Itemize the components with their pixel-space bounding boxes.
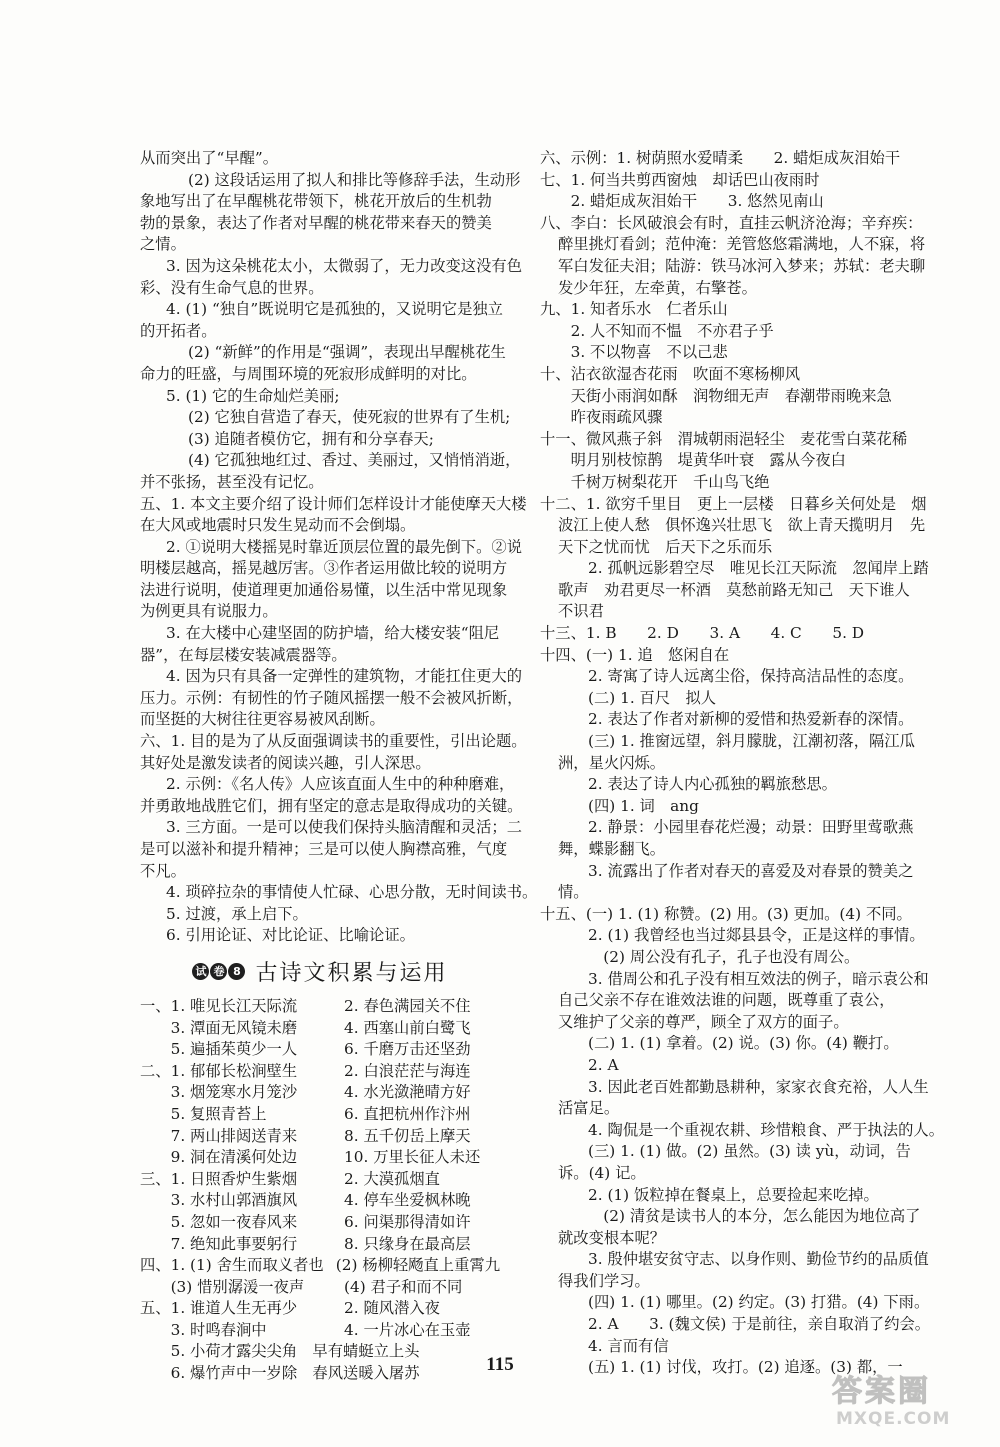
- answer-line: 5. 过渡，承上启下。: [166, 904, 308, 923]
- answer-line: 4. 言而有信: [588, 1336, 669, 1355]
- answer-line: (四) 1. 词 ang: [588, 796, 699, 815]
- poem-answer: 3. 烟笼寒水月笼沙: [140, 1083, 298, 1102]
- answer-line: 舞，蝶影翻飞。: [558, 840, 666, 858]
- poem-answer-row: [140, 1061, 500, 1083]
- poem-answer-row: [140, 1126, 500, 1148]
- poem-answer: 5. 遍插茱萸少一人: [140, 1040, 298, 1059]
- poem-answer: 三、1. 日照香炉生紫烟: [140, 1169, 298, 1188]
- poem-answer: 6. 千磨万击还坚劲: [344, 1040, 471, 1059]
- answer-line: 六、1. 目的是为了从反面强调读书的重要性，引出论题。: [140, 732, 527, 751]
- left-top-answers: [140, 148, 538, 947]
- section-title: 古诗文积累与运用: [255, 961, 448, 987]
- poem-answer-row: [140, 1169, 500, 1191]
- answer-line: 3. 因为这朵桃花太小，太微弱了，无力改变这没有色: [166, 256, 522, 275]
- left-column: [140, 148, 538, 1385]
- answer-line: 发少年狂，左牵黄，右擎苍。: [558, 278, 757, 297]
- answer-line: 3. 因此老百姓都勤恳耕种，家家衣食充裕，人人生: [588, 1077, 929, 1096]
- poem-answer: 2. 随风潜入夜: [344, 1299, 440, 1318]
- answer-line: 3. 流露出了作者对春天的喜爱及对春景的赞美之: [588, 861, 914, 880]
- page-number: 115: [486, 1354, 514, 1375]
- answer-line: 就改变根本呢？: [558, 1228, 666, 1247]
- poem-answer: 2. 春色满园关不住: [344, 996, 471, 1015]
- answer-line: 4. 琐碎拉杂的事情使人忙碌、心思分散，无时间读书。: [166, 883, 538, 902]
- answer-line: 不凡。: [140, 861, 186, 880]
- watermark-bottom: MXQE.COM: [836, 1409, 951, 1429]
- poem-answer-row: [140, 1018, 500, 1040]
- answer-line: 歌声 劝君更尽一杯酒 莫愁前路无知己 天下谁人: [558, 580, 910, 599]
- watermark-top: 答案圈: [832, 1374, 931, 1409]
- badge-char: 8: [228, 963, 245, 980]
- answer-line: 2. ①说明大楼摇晃时靠近顶层位置的最先倒下。②说: [166, 537, 522, 556]
- answer-line: 4. (1) “独自”既说明它是孤独的，又说明它是独立: [166, 300, 503, 319]
- answer-line: 2. 人不知而不愠 不亦君子乎: [540, 321, 774, 340]
- answer-line: 是可以滋补和提升精神；三是可以使人胸襟高雅，气度: [140, 840, 508, 858]
- poem-answer-row: [140, 1082, 500, 1104]
- answer-line: 昨夜雨疏风骤: [540, 408, 663, 427]
- section-badge: [192, 963, 245, 980]
- poem-answer: 4. 水光潋滟晴方好: [344, 1083, 471, 1102]
- answer-line: 军白发征夫泪；陆游：铁马冰河入梦来；苏轼：老夫聊: [558, 256, 926, 275]
- answer-line: 其好处是激发读者的阅读兴趣，引人深思。: [140, 753, 431, 772]
- answer-line: 彩、没有生命气息的世界。: [140, 278, 324, 297]
- poem-answer-row: [140, 1212, 500, 1234]
- answer-line: 4. 因为只有具备一定弹性的建筑物，才能扛住更大的: [166, 667, 522, 686]
- answer-line: 6. 引用论证、对比论证、比喻论证。: [166, 926, 415, 945]
- poem-answer: (4) 君子和而不同: [344, 1277, 463, 1296]
- poem-answer: 6. 直把杭州作汴州: [344, 1104, 471, 1123]
- answer-line: 又维护了父亲的尊严，顾全了双方的面子。: [558, 1012, 849, 1031]
- answer-line: 明月别枝惊鹊 堤黄华叶衰 露从今夜白: [540, 451, 846, 470]
- poem-answer: 8. 只缘身在最高层: [344, 1234, 471, 1253]
- answer-line: 九、1. 知者乐水 仁者乐山: [540, 300, 728, 319]
- answer-line: 5. (1) 它的生命灿烂美丽;: [166, 386, 340, 405]
- answer-line: 而坚挺的大树往往更容易被风刮断。: [140, 710, 385, 729]
- answer-line: (四) 1. (1) 哪里。(2) 约定。(3) 打猎。(4) 下雨。: [588, 1293, 930, 1312]
- answer-line: 明楼层越高，摇晃越厉害。③作者运用做比较的说明方: [140, 559, 508, 578]
- answer-line: 3. 不以物喜 不以己悲: [540, 343, 728, 362]
- answer-line: 七、1. 何当共剪西窗烛 却话巴山夜雨时: [540, 170, 820, 189]
- answer-line: 天下之忧而忧 后天下之乐而乐: [558, 537, 773, 556]
- answer-line: 之情。: [140, 235, 186, 254]
- poem-answer: 4. 一片冰心在玉壶: [344, 1320, 471, 1339]
- answer-line: 2. (1) 我曾经也当过郯县县令，正是这样的事情。: [588, 926, 925, 945]
- answer-line: (三) 1. (1) 做。(2) 虽然。(3) 读 yù，动词，告: [588, 1142, 911, 1161]
- answer-line: 象地写出了在早醒桃花带领下，桃花开放后的生机勃: [140, 192, 492, 211]
- answer-line: 4. 陶侃是一个重视农耕、珍惜粮食、严于执法的人。: [588, 1120, 944, 1139]
- answer-line: 法进行说明，使道理更加通俗易懂，以生活中常见现象: [140, 580, 508, 599]
- answer-line: 十五、(一) 1. (1) 称赞。(2) 用。(3) 更加。(4) 不同。: [540, 904, 912, 923]
- section-8-heading: [140, 950, 500, 994]
- poem-answer: 3. 潭面无风镜未磨: [140, 1018, 298, 1037]
- answer-line: 2. 寄寓了诗人远离尘俗，保持高洁品性的态度。: [588, 667, 914, 686]
- poem-answer: (2) 杨柳轻飏直上重霄九: [335, 1256, 500, 1275]
- answer-line: 千树万树梨花开 千山鸟飞绝: [540, 472, 770, 491]
- answer-line: 活富足。: [558, 1099, 620, 1118]
- answer-line: (2) 清贫是读书人的本分，怎么能因为地位高了: [588, 1207, 921, 1226]
- answer-line: 2. 表达了诗人内心孤独的羁旅愁思。: [588, 775, 837, 794]
- answer-line: 2. 表达了作者对新柳的爱惜和热爱新春的深情。: [588, 710, 914, 729]
- answer-line: (五) 1. (1) 讨伐，攻打。(2) 追逐。(3) 都，一: [588, 1358, 903, 1377]
- poem-answer: 3. 时鸣春涧中: [140, 1320, 267, 1339]
- poem-answer: 6. 问渠那得清如许: [344, 1212, 471, 1231]
- answer-line: (4) 它孤独地红过、香过、美丽过，又悄悄消逝，: [188, 451, 521, 470]
- poem-answer: 二、1. 郁郁长松涧壁生: [140, 1061, 298, 1080]
- poem-answer: 3. 水村山郭酒旗风: [140, 1191, 298, 1210]
- poem-answer: 7. 两山排闼送青来: [140, 1126, 298, 1145]
- answer-line: (二) 1. 百尺 拟人: [588, 688, 717, 707]
- answer-line: 得我们学习。: [558, 1271, 650, 1290]
- poem-answer-row: [140, 1104, 500, 1126]
- answer-line: (2) 它独自营造了春天，使死寂的世界有了生机;: [188, 408, 511, 427]
- answer-line: 为例更具有说服力。: [140, 602, 278, 621]
- poem-answer: 一、1. 唯见长江天际流: [140, 996, 298, 1015]
- poem-answer-row: [140, 1255, 500, 1277]
- badge-char: 试: [192, 963, 209, 980]
- answer-line: 波江上使人愁 俱怀逸兴壮思飞 欲上青天揽明月 先: [558, 516, 926, 535]
- poem-answer: 9. 洞在清溪何处边: [140, 1148, 298, 1167]
- poem-answer-row: [140, 996, 500, 1018]
- poem-answer: 5. 忽如一夜春风来: [140, 1212, 298, 1231]
- watermark-logo: [826, 1375, 986, 1437]
- answer-line: 八、李白：长风破浪会有时，直挂云帆济沧海；辛弃疾：: [540, 213, 923, 232]
- answer-line: 十三、1. B 2. D 3. A 4. C 5. D: [540, 624, 865, 643]
- badge-char: 卷: [210, 963, 227, 980]
- answer-line: 情。: [558, 883, 589, 902]
- answer-line: 诉。(4) 记。: [558, 1163, 646, 1182]
- answer-line: (三) 1. 推窗远望，斜月朦胧，江潮初落，隔江瓜: [588, 732, 915, 751]
- answer-line: 2. A: [588, 1055, 619, 1074]
- answer-line: 十一、微风燕子斜 渭城朝雨浥轻尘 麦花雪白菜花稀: [540, 429, 908, 448]
- answer-line: 从而突出了“早醒”。: [140, 149, 279, 167]
- answer-line: 2. 示例：《名人传》人应该直面人生中的种种磨难，: [166, 775, 515, 794]
- poem-answer: 6. 爆竹声中一岁除 春风送暖入屠苏: [140, 1364, 420, 1383]
- answer-line: (2) 周公没有孔子，孔子也没有周公。: [588, 947, 860, 966]
- poem-answer-row: [140, 1147, 500, 1169]
- answer-line: 六、示例：1. 树荫照水爱晴柔 2. 蜡炬成灰泪始干: [540, 149, 901, 167]
- answer-line: 五、1. 本文主要介绍了设计师们怎样设计才能使摩天大楼: [140, 494, 527, 513]
- poem-answer: 10. 万里长征人未还: [344, 1148, 481, 1167]
- answer-line: 器”，在每层楼安装减震器等。: [140, 645, 347, 664]
- answer-line: 压力。示例：有韧性的竹子随风摇摆一般不会被风折断，: [140, 688, 523, 707]
- answer-line: 天街小雨润如酥 润物细无声 春潮带雨晚来急: [540, 386, 892, 405]
- answer-line: 2. 静景：小园里春花烂漫；动景：田野里莺歌燕: [588, 818, 914, 837]
- answer-line: (二) 1. (1) 拿着。(2) 说。(3) 你。(4) 鞭打。: [588, 1034, 899, 1053]
- answer-line: 3. 在大楼中心建坚固的防护墙，给大楼安装“阻尼: [166, 624, 500, 643]
- poem-answer: 四、1. (1) 舍生而取义者也: [140, 1256, 324, 1275]
- answer-line: 2. A 3. (魏文侯) 于是前往，亲自取消了约会。: [588, 1315, 931, 1334]
- poem-answer: (3) 惜别潺湲一夜声: [140, 1277, 305, 1296]
- poem-answer: 7. 绝知此事要躬行: [140, 1234, 298, 1253]
- answer-line: (2) 这段话运用了拟人和排比等修辞手法，生动形: [188, 170, 521, 189]
- answer-line: 并勇敢地战胜它们，拥有坚定的意志是取得成功的关键。: [140, 796, 523, 815]
- answer-line: 并不张扬，甚至没有记忆。: [140, 472, 324, 491]
- poem-answer: 4. 停车坐爱枫林晚: [344, 1191, 471, 1210]
- poem-answer-row: [140, 1320, 500, 1342]
- answer-line: 2. (1) 饭粒掉在餐桌上，总要捡起来吃掉。: [588, 1185, 879, 1204]
- answer-line: 十、沾衣欲湿杏花雨 吹面不寒杨柳风: [540, 364, 801, 383]
- poem-answer-row: [140, 1039, 500, 1061]
- answer-line: 2. 蜡炬成灰泪始干 3. 悠然见南山: [540, 192, 824, 211]
- answer-line: 十四、(一) 1. 追 悠闲自在: [540, 645, 730, 664]
- answer-line: 3. 借周公和孔子没有相互效法的例子，暗示袁公和: [588, 969, 929, 988]
- poem-answer: 2. 白浪茫茫与海连: [344, 1061, 471, 1080]
- poem-answer-row: [140, 1190, 500, 1212]
- poem-answer: 5. 复照青苔上: [140, 1104, 267, 1123]
- poem-answer: 4. 西塞山前白鹭飞: [344, 1018, 471, 1037]
- poem-answer-row: [140, 1298, 500, 1320]
- answer-line: 洲，星火闪烁。: [558, 753, 666, 772]
- poem-answer-row: [140, 1277, 500, 1299]
- answer-line: 命力的旺盛，与周围环境的死寂形成鲜明的对比。: [140, 364, 477, 383]
- right-answers: [540, 148, 944, 1379]
- answer-line: (2) “新鲜”的作用是“强调”，表现出早醒桃花生: [188, 343, 506, 362]
- answer-line: 不识君: [558, 602, 604, 621]
- answer-line: 醉里挑灯看剑；范仲淹：羌管悠悠霜满地，人不寐，将: [558, 235, 926, 254]
- answer-line: 十二、1. 欲穷千里目 更上一层楼 日暮乡关何处是 烟: [540, 494, 927, 513]
- answer-line: 3. 殷仲堪安贫守志、以身作则、勤俭节约的品质值: [588, 1250, 929, 1269]
- poem-answer: 8. 五千仞岳上摩天: [344, 1126, 471, 1145]
- poem-answer: 五、1. 谁道人生无再少: [140, 1299, 298, 1318]
- right-column: [540, 148, 944, 1379]
- answer-line: (3) 追随者模仿它，拥有和分享春天;: [188, 429, 434, 448]
- poem-answer: 5. 小荷才露尖尖角 早有蜻蜓立上头: [140, 1342, 420, 1361]
- answer-line: 的开拓者。: [140, 321, 217, 340]
- answer-line: 勃的景象，表达了作者对早醒的桃花带来春天的赞美: [140, 213, 492, 232]
- poem-answer: 2. 大漠孤烟直: [344, 1169, 440, 1188]
- answer-line: 2. 孤帆远影碧空尽 唯见长江天际流 忽闻岸上踏: [588, 559, 929, 578]
- answer-line: 自己父亲不存在谁效法谁的问题，既尊重了袁公，: [558, 991, 895, 1010]
- left-bottom-answers: [140, 996, 500, 1385]
- answer-line: 在大风或地震时只发生晃动而不会倒塌。: [140, 516, 416, 535]
- answer-line: 3. 三方面。一是可以使我们保持头脑清醒和灵活；二: [166, 818, 522, 837]
- poem-answer-row: [140, 1234, 500, 1256]
